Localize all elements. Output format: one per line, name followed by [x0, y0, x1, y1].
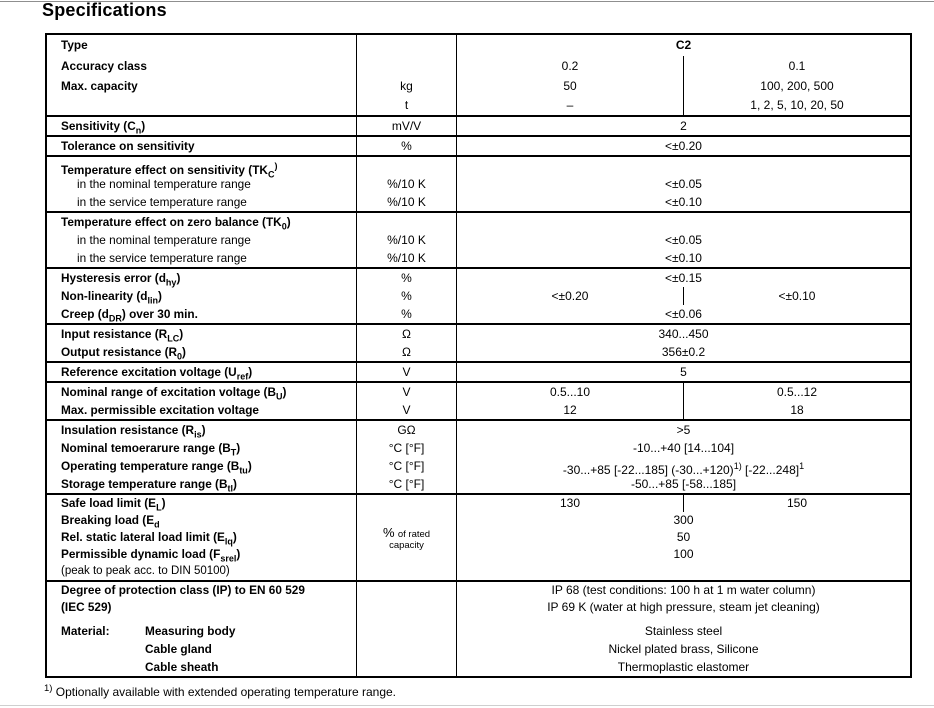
max-excitation-left: 12 [563, 403, 577, 417]
unit-percent: % [382, 524, 395, 540]
group-tk-sensitivity [47, 155, 910, 211]
row-label: Nominal temoerarure range $(B_T)$ [61, 441, 241, 458]
unit-cell: °C [°F] [356, 439, 457, 457]
insulation-value: >5 [676, 423, 691, 437]
accuracy-left-value: 0.2 [561, 59, 579, 73]
row-tolerance [47, 137, 910, 155]
footnote-marker: 1) [44, 683, 53, 694]
unit-cell: GΩ [356, 421, 457, 439]
row-hysteresis [47, 269, 910, 287]
row-label: Tolerance on sensitivity [61, 139, 195, 153]
group-protection-material [47, 580, 910, 676]
row-operating-temperature [47, 457, 910, 475]
row-nominal-excitation [47, 383, 910, 401]
safe-load-left: 130 [559, 496, 581, 510]
protection-value-line1: IP 68 (test conditions: 100 h at 1 m water column) [551, 583, 816, 597]
row-label: Temperature effect on zero balance $(TK_0)$ [61, 215, 291, 232]
row-label: Creep $(d_{DR})$ over 30 min. [61, 307, 198, 324]
row-creep [47, 305, 910, 323]
tk-zero-nominal-value: <±0.05 [665, 233, 702, 247]
cable-sheath-value: Thermoplastic elastomer [617, 660, 750, 674]
safe-load-right: 150 [786, 496, 808, 510]
lateral-load-value: 50 [676, 530, 691, 544]
hysteresis-value: <±0.15 [665, 271, 702, 285]
unit-cell: °C [°F] [356, 457, 457, 475]
type-value: C2 [675, 38, 692, 52]
unit-cell: %/10 K %/10 K [356, 157, 457, 211]
nominal-temperature-value: -10...+40 [14...104] [632, 441, 735, 455]
row-label: Max. capacity [61, 79, 138, 93]
capacity-right-t: 1, 2, 5, 10, 20, 50 [750, 98, 844, 112]
row-insulation [47, 421, 910, 439]
sub-label-nominal: in the nominal temperature range [77, 233, 251, 247]
unit-cell: %/10 K %/10 K [356, 213, 457, 267]
row-tk-sensitivity [47, 157, 910, 211]
row-label: Nominal range of excitation voltage $(B_U)$ [61, 385, 287, 402]
row-reference-voltage [47, 363, 910, 381]
row-label: Max. permissible excitation voltage [61, 403, 259, 417]
capacity-left-t: – [566, 98, 574, 112]
unit-cell: % of rated capacity [356, 495, 457, 580]
max-excitation-right: 18 [790, 403, 804, 417]
unit-cell [356, 582, 457, 676]
sub-label-service: in the service temperature range [77, 195, 247, 209]
row-label: Temperature effect on sensitivity ($TK_C^)$ [61, 161, 278, 180]
row-accuracy-class [47, 56, 910, 77]
unit-cell: Ω [356, 343, 457, 361]
row-label-lateral-load: Rel. static lateral load limit $(E_{lq})$ [61, 530, 237, 547]
capacity-left-kg: 50 [563, 79, 577, 93]
row-input-resistance [47, 325, 910, 343]
unit-cell: % [356, 269, 457, 287]
unit-cell: Ω [356, 325, 457, 343]
unit-cell: % [356, 305, 457, 323]
unit-cell: mV/V [356, 117, 457, 135]
protection-value-line2: IP 69 K (water at high pressure, steam jet cleaning) [547, 600, 820, 614]
group-tolerance [47, 135, 910, 155]
unit-cell: % [356, 287, 457, 305]
row-output-resistance [47, 343, 910, 361]
protection-label-line1: Degree of protection class (IP) to EN 60 529 [61, 583, 305, 597]
cable-gland-label: Cable gland [145, 642, 212, 656]
unit-cell [356, 56, 457, 77]
row-tk-zero [47, 213, 910, 267]
row-nonlinearity [47, 287, 910, 305]
measuring-body-label: Measuring body [145, 624, 236, 638]
page-title: Specifications [42, 0, 167, 20]
unit-t: t [404, 98, 409, 112]
row-label: Non-linearity $(d_{lin})$ [61, 289, 162, 306]
row-label: Sensitivity $(C_n)$ [61, 119, 146, 136]
tk-sensitivity-service-value: <±0.10 [665, 195, 702, 209]
storage-temperature-value: -50...+85 [-58...185] [630, 477, 737, 491]
row-label: Output resistance $(R_0)$ [61, 345, 186, 362]
output-resistance-value: 356±0.2 [661, 345, 706, 359]
group-type-capacity [47, 35, 910, 115]
footnote [44, 683, 396, 699]
row-sensitivity [47, 117, 910, 135]
nominal-excitation-left: 0.5...10 [549, 385, 591, 399]
group-sensitivity [47, 115, 910, 135]
sub-label-nominal: in the nominal temperature range [77, 177, 251, 191]
nonlinearity-left-value: <±0.20 [551, 289, 589, 303]
sensitivity-value: 2 [680, 119, 687, 133]
input-resistance-value: 340...450 [658, 327, 709, 341]
group-excitation [47, 381, 910, 419]
row-protection-material [47, 582, 910, 676]
reference-voltage-value: 5 [680, 365, 687, 379]
unit-cell: % [356, 137, 457, 155]
nonlinearity-right-value: <±0.10 [778, 289, 816, 303]
unit-cell [356, 35, 457, 56]
material-label: Material: [61, 624, 110, 638]
row-type [47, 35, 910, 56]
tk-zero-service-value: <±0.10 [665, 251, 702, 265]
operating-temperature-value: -30...+85 [-22...185] $(-30...+120)^{1)}$ $[-22...248]^1$ [562, 461, 805, 477]
group-tk-zero [47, 211, 910, 267]
row-label: Accuracy class [61, 59, 147, 73]
accuracy-right-value: 0.1 [788, 59, 806, 73]
row-load-limits [47, 495, 910, 580]
nominal-excitation-right: 0.5...12 [776, 385, 818, 399]
group-insulation-temperature [47, 419, 910, 493]
group-resistance [47, 323, 910, 361]
unit-cell: V [356, 363, 457, 381]
unit-cell: V [356, 401, 457, 419]
creep-value: <±0.06 [665, 307, 702, 321]
dynamic-load-value: 100 [673, 547, 694, 561]
row-label: Type [61, 38, 88, 52]
group-hysteresis [47, 267, 910, 323]
unit-kg: kg [400, 79, 413, 93]
row-label: Hysteresis error $(d_{hy})$ [61, 271, 181, 288]
cable-gland-value: Nickel plated brass, Silicone [608, 642, 759, 656]
group-reference-voltage [47, 361, 910, 381]
capacity-right-kg: 100, 200, 500 [760, 79, 834, 93]
tk-sensitivity-nominal-value: <±0.05 [665, 177, 702, 191]
cable-sheath-label: Cable sheath [145, 660, 219, 674]
row-max-excitation [47, 401, 910, 419]
material-measuring-body [61, 622, 356, 640]
footnote-text: Optionally available with extended operating temperature range. [55, 685, 397, 699]
unit-cell: °C [°F] [356, 475, 457, 493]
protection-label-line2: (IEC 529) [61, 600, 112, 614]
breaking-load-value: 300 [673, 513, 694, 527]
specifications-table [45, 33, 912, 678]
row-label-breaking-load: Breaking load ($E_d$ [61, 513, 160, 530]
row-label-safe-load: Safe load limit $(E_L)$ [61, 496, 166, 513]
row-storage-temperature [47, 475, 910, 493]
row-label: Reference excitation voltage $(U_{ref})$ [61, 365, 253, 382]
tolerance-value: <±0.20 [665, 139, 702, 153]
unit-cell: V [356, 383, 457, 401]
row-max-capacity [47, 77, 910, 115]
row-label: Operating temperature range $(B_{tu})$ [61, 459, 252, 476]
row-label: Storage temperature range $(B_{tl})$ [61, 477, 237, 494]
row-label: Insulation resistance $(R_{is})$ [61, 423, 206, 440]
page-bottom-border [0, 705, 934, 706]
group-load-limits [47, 493, 910, 580]
row-label: Input resistance $(R_{LC})$ [61, 327, 184, 344]
row-label-dynamic-load: Permissible dynamic load $(F_{srel})$ [61, 547, 241, 564]
row-nominal-temperature [47, 439, 910, 457]
dynamic-load-note: (peak to peak acc. to DIN 50100) [61, 565, 230, 577]
sub-label-service: in the service temperature range [77, 251, 247, 265]
measuring-body-value: Stainless steel [644, 624, 723, 638]
unit-cell [356, 77, 457, 115]
